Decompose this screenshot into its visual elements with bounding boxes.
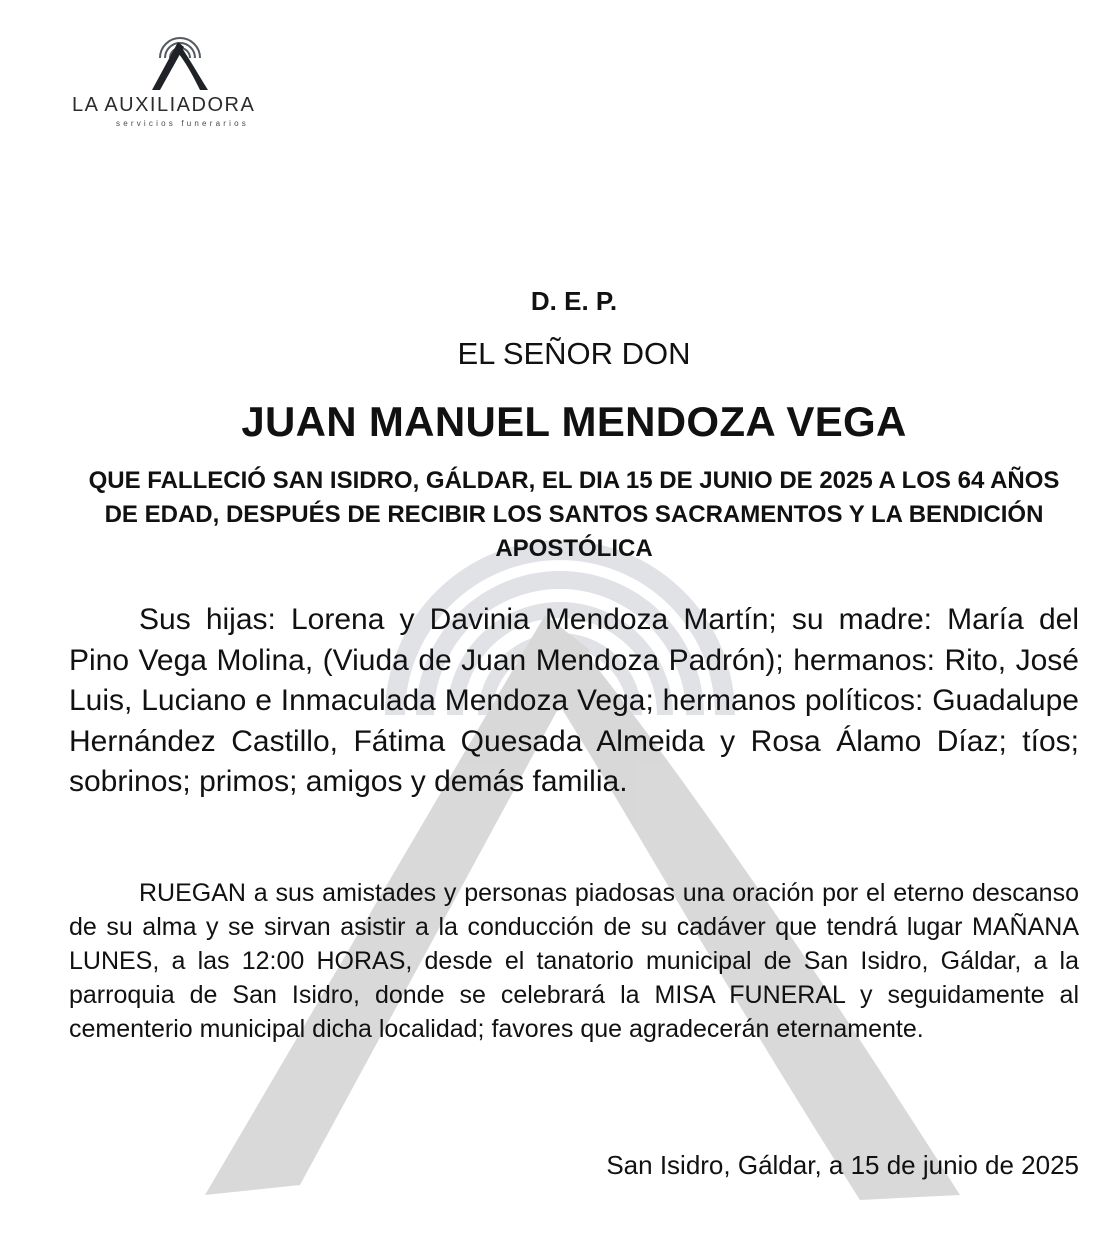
company-name: LA AUXILIADORA xyxy=(72,94,256,116)
dep-heading: D. E. P. xyxy=(530,286,618,316)
deceased-name: JUAN MANUEL MENDOZA VEGA xyxy=(241,398,907,445)
family-paragraph: Sus hijas: Lorena y Davinia Mendoza Martín; su madre: María del Pino Vega Molina, (Viuda de Juan Mendoza Padrón); hermanos: Rito, José Luis, Luciano e Inmaculada Mendoza Vega; hermanos políticos: Guadalupe Hernández Castillo, Fátima Quesada Almeida y Rosa Álamo Díaz; tíos; sobrinos; primos; amigos y demás familia. xyxy=(69,603,1079,798)
funeral-request-paragraph: RUEGAN a sus amistades y personas piadosas una oración por el eterno descanso de su alma y se sirvan asistir a la conducción de su cadáver que tendrá lugar MAÑANA LUNES, a las 12:00 HORAS, desde el tanatorio municipal de San Isidro, Gáldar, a la parroquia de San Isidro, donde se celebrará la MISA FUNERAL y seguidamente al cementerio municipal dicha localidad; favores que agradecerán eternamente. xyxy=(69,879,1079,1043)
auxiliadora-a-logo-icon xyxy=(144,28,216,94)
company-logo xyxy=(66,22,296,132)
company-tagline: servicios funerarios xyxy=(116,119,249,128)
place-and-date: San Isidro, Gáldar, a 15 de junio de 2025 xyxy=(606,1150,1079,1180)
death-statement: QUE FALLECIÓ SAN ISIDRO, GÁLDAR, EL DIA 15 DE JUNIO DE 2025 A LOS 64 AÑOS DE EDAD, DESPUÉS DE RECIBIR LOS SANTOS SACRAMENTOS Y LA BENDICIÓN APOSTÓLICA xyxy=(88,467,1060,562)
honorific-title: EL SEÑOR DON xyxy=(457,336,691,371)
